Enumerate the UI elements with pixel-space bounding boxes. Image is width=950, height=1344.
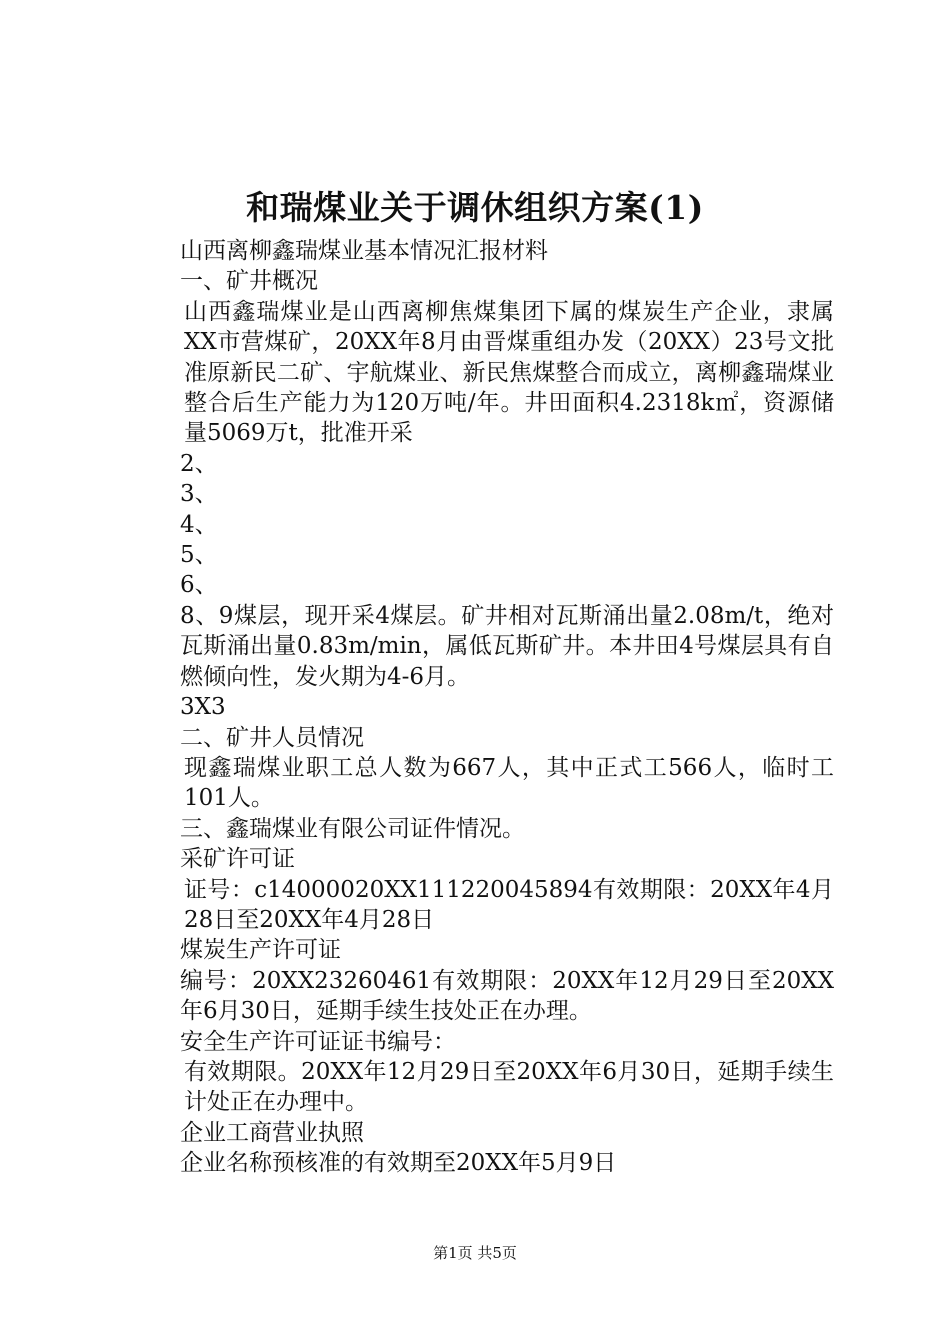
heading-safety-license: 安全生产许可证证书编号： [180,1028,456,1055]
document-title: 和瑞煤业关于调休组织方案(1) [246,188,704,227]
paragraph-business-license: 企业名称预核准的有效期至20XX年5月9日 [180,1150,617,1177]
section-heading-mine-overview: 一、矿井概况 [180,268,318,295]
page-number-footer: 第1页 共5页 [433,1244,517,1262]
list-item-2: 2、 [180,450,218,477]
paragraph-production-license: 编号：20XX23260461有效期限：20XX年12月29日至20XX年6月30日，延期手续生技处正在办理。 [180,967,834,1025]
document-body [128,236,834,1179]
paragraph-mining-license: 证号：c14000020XX111220045894有效期限：20XX年4月28日至20XX年4月28日 [184,876,834,933]
paragraph-coal-seams: 8、9煤层，现开采4煤层。矿井相对瓦斯涌出量2.08m/t，绝对瓦斯涌出量0.83m/min，属低瓦斯矿井。本井田4号煤层具有自燃倾向性，发火期为4-6月。 [180,602,834,690]
section-heading-certificates: 三、鑫瑞煤业有限公司证件情况。 [180,815,525,842]
paragraph-personnel: 现鑫瑞煤业职工总人数为667人，其中正式工566人，临时工101人。 [184,754,834,812]
paragraph-mine-overview: 山西鑫瑞煤业是山西离柳焦煤集团下属的煤炭生产企业，隶属XX市营煤矿，20XX年8月由晋煤重组办发（20XX）23号文批准原新民二矿、宇航煤业、新民焦煤整合而成立，离柳鑫瑞煤业整合后生产能力为120万吨/年。井田面积4.2318k㎡，资源储量5069万t，批准开采 [184,298,834,447]
heading-mining-license: 采矿许可证 [180,846,295,873]
list-item-5: 5、 [180,542,218,569]
paragraph-safety-license: 有效期限。20XX年12月29日至20XX年6月30日，延期手续生计处正在办理中。 [184,1058,834,1116]
paragraph-3x3: 3X3 [180,694,226,721]
heading-production-license: 煤炭生产许可证 [180,937,341,964]
list-item-6: 6、 [180,572,218,599]
heading-business-license: 企业工商营业执照 [180,1119,364,1146]
section-heading-personnel: 二、矿井人员情况 [180,724,364,751]
list-item-4: 4、 [180,511,218,538]
paragraph-report-title: 山西离柳鑫瑞煤业基本情况汇报材料 [180,238,548,264]
list-item-3: 3、 [180,481,218,508]
